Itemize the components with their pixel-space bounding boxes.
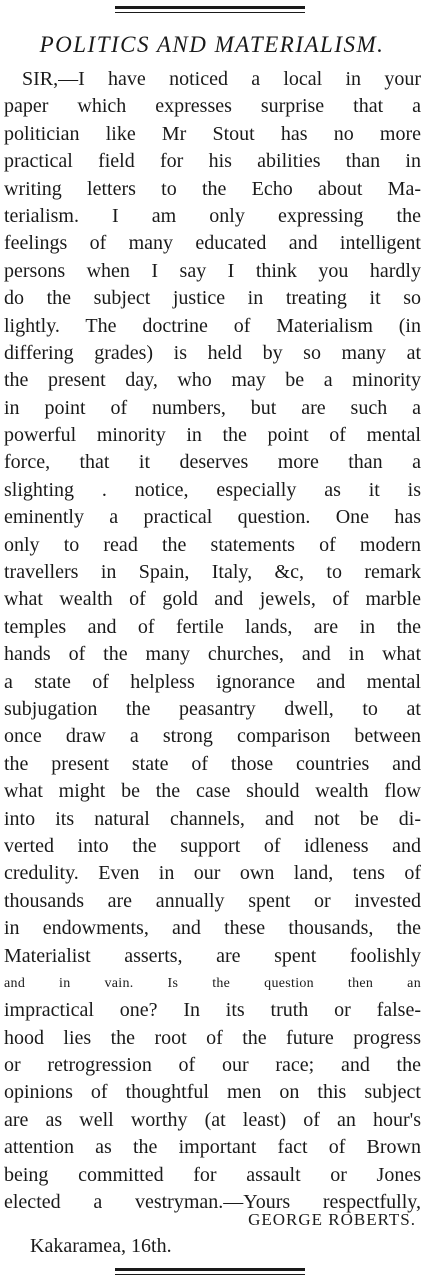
body-line-7: feelings of many educated and intelligent (4, 232, 421, 255)
body-line-18: only to read the statements of modern (4, 533, 421, 556)
body-line-32: in endowments, and these thousands, the (4, 917, 421, 940)
body-line-34: and in vain. Is the question then an (4, 975, 421, 991)
body-line-27: what might be the case should wealth flow (4, 780, 421, 803)
dateline: Kakaramea, 16th. (30, 1235, 172, 1257)
body-line-14: powerful minority in the point of mental (4, 424, 421, 447)
body-line-11: differing grades) is held by so many at (4, 341, 421, 364)
body-line-4: practical field for his abilities than in (4, 150, 421, 173)
body-line-8: persons when I say I think you hardly (4, 259, 421, 282)
body-line-9: do the subject justice in treating it so (4, 287, 421, 310)
body-line-12: the present day, who may be a minority (4, 369, 421, 392)
body-line-17: eminently a practical question. One has (4, 506, 421, 529)
body-line-13: in point of numbers, but are such a (4, 396, 421, 419)
body-line-1: SIR,—I have noticed a local in your (22, 68, 421, 90)
body-line-20: what wealth of gold and jewels, of marble (4, 588, 421, 611)
body-line-41: being committed for assault or Jones (4, 1163, 421, 1186)
author-signature: GEORGE ROBERTS. (248, 1210, 416, 1229)
body-line-26: the present state of those countries and (4, 752, 421, 775)
bottom-divider-rule (115, 1268, 305, 1271)
body-line-35: impractical one? In its truth or false- (4, 999, 421, 1022)
body-line-15: force, that it deserves more than a (4, 451, 421, 474)
top-divider-rule (115, 6, 305, 9)
body-line-29: verted into the support of idleness and (4, 834, 421, 857)
body-line-16: slighting . notice, especially as it is (4, 478, 421, 501)
body-line-36: hood lies the root of the future progress (4, 1026, 421, 1049)
body-line-38: opinions of thoughtful men on this subject (4, 1081, 421, 1104)
body-line-5: writing letters to the Echo about Ma- (4, 177, 421, 200)
body-line-3: politician like Mr Stout has no more (4, 122, 421, 145)
body-line-25: once draw a strong comparison between (4, 725, 421, 748)
body-line-10: lightly. The doctrine of Materialism (in (4, 314, 421, 337)
body-line-28: into its natural channels, and not be di- (4, 807, 421, 830)
body-line-42: elected a vestryman.—Yours respectfully, (4, 1191, 421, 1214)
body-line-40: attention as the important fact of Brown (4, 1136, 421, 1159)
body-line-30: credulity. Even in our own land, tens of (4, 862, 421, 885)
body-line-2: paper which expresses surprise that a (4, 95, 421, 118)
body-line-22: hands of the many churches, and in what (4, 643, 421, 666)
body-line-39: are as well worthy (at least) of an hour's (4, 1108, 421, 1131)
body-line-31: thousands are annually spent or invested (4, 889, 421, 912)
body-line-37: or retrogression of our race; and the (4, 1054, 421, 1077)
body-line-19: travellers in Spain, Italy, &c, to remark (4, 561, 421, 584)
body-line-33: Materialist asserts, are spent foolishly (4, 944, 421, 967)
body-line-24: subjugation the peasantry dwell, to at (4, 697, 421, 720)
article-body (4, 66, 421, 1216)
body-line-21: temples and of fertile lands, are in the (4, 615, 421, 638)
article-headline: POLITICS AND MATERIALISM. (39, 32, 385, 57)
body-line-6: terialism. I am only expressing the (4, 204, 421, 227)
body-line-23: a state of helpless ignorance and mental (4, 670, 421, 693)
